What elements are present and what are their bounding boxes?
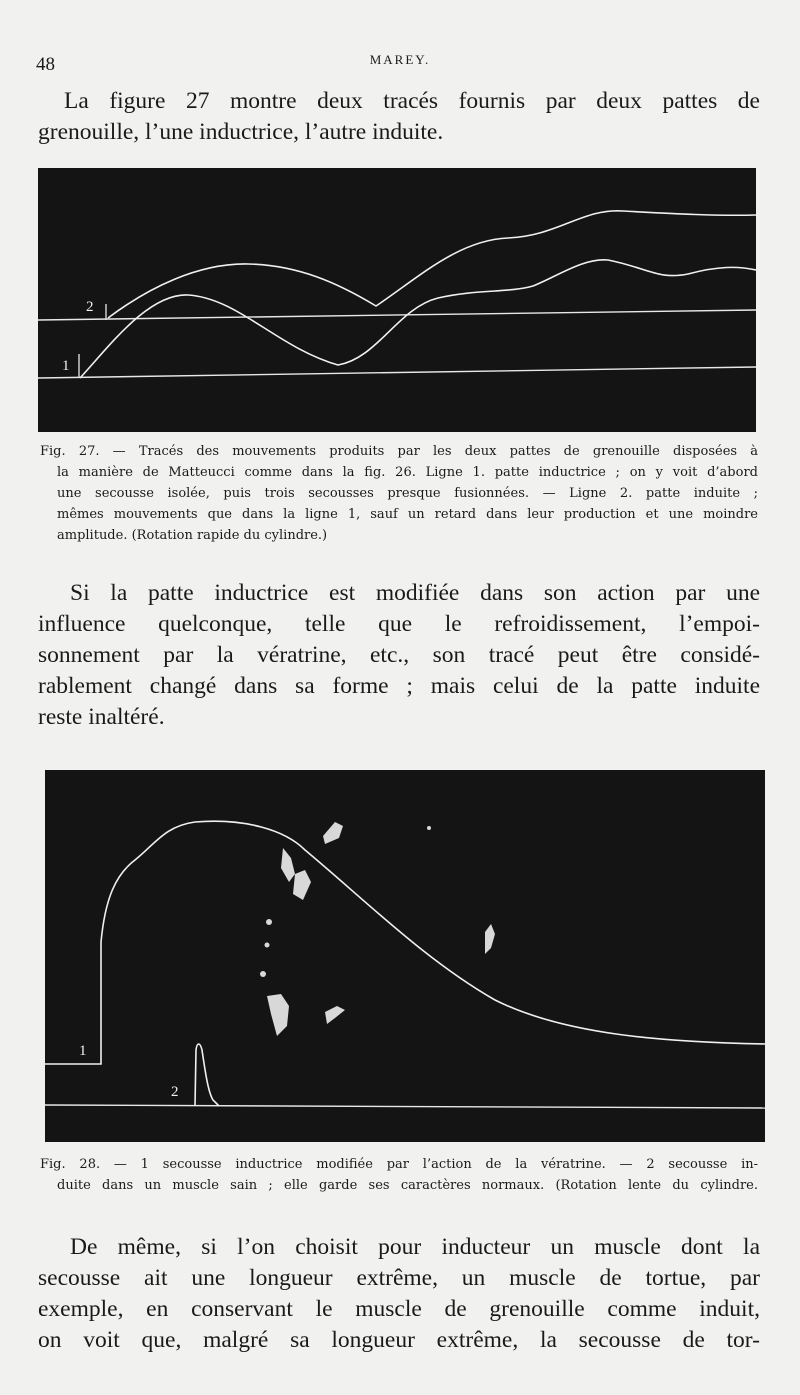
fig28-caption-line-2: duite dans un muscle sain ; elle garde ses caractères normaux. (Rotation lente du cylindre. [57, 1178, 758, 1193]
paragraph-1-line-2: grenouille, l’une inductrice, l’autre induite. [38, 119, 444, 145]
fig27-baseline-1 [38, 367, 756, 378]
fig27-caption-line-3: une secousse isolée, puis trois secousses presque fusionnées. — Ligne 2. patte induite ; [57, 486, 758, 501]
paragraph-3-line-3: exemple, en conservant le muscle de grenouille comme induit, [38, 1296, 760, 1322]
paragraph-2 [38, 578, 760, 733]
fig27-caption-line-5: amplitude. (Rotation rapide du cylindre.) [57, 528, 328, 543]
running-head: MAREY. [369, 52, 431, 67]
figure-27 [38, 168, 756, 432]
paragraph-2-line-5: reste inaltéré. [38, 704, 165, 730]
fig28-trace-2 [195, 1044, 219, 1106]
paragraph-3-line-2: secousse ait une longueur extrême, un muscle de tortue, par [38, 1265, 760, 1291]
paragraph-1 [38, 86, 760, 148]
fig28-trace-1 [45, 821, 765, 1064]
fig28-baseline-2 [45, 1105, 765, 1108]
paragraph-3 [38, 1232, 760, 1356]
page-number: 48 [36, 54, 55, 75]
figure-28 [45, 770, 765, 1142]
figure-28-caption [40, 1154, 758, 1196]
paragraph-2-line-3: sonnement par la vératrine, etc., son tracé peut être considé- [38, 642, 760, 668]
figure-27-caption [40, 441, 758, 546]
fig27-trace-1 [80, 260, 756, 378]
paragraph-2-line-4: rablement changé dans sa forme ; mais celui de la patte induite [38, 673, 760, 699]
fig27-caption-line-4: mêmes mouvements que dans la ligne 1, sauf un retard dans leur production et une moindre [57, 507, 758, 522]
fig28-label-1: 1 [79, 1043, 87, 1059]
fig28-specks [260, 822, 495, 1036]
fig27-label-1: 1 [62, 358, 70, 374]
fig28-caption-line-1: Fig. 28. — 1 secousse inductrice modifiée par l’action de la vératrine. — 2 secousse in- [40, 1157, 758, 1172]
fig27-caption-line-1: Fig. 27. — Tracés des mouvements produits par les deux pattes de grenouille disposées à [40, 444, 758, 459]
fig27-trace-2 [108, 211, 756, 318]
paragraph-3-line-1: De même, si l’on choisit pour inducteur un muscle dont la [70, 1234, 760, 1260]
figure-28-plot [45, 770, 765, 1142]
figure-27-plot [38, 168, 756, 432]
paragraph-3-line-4: on voit que, malgré sa longueur extrême, la secousse de tor- [38, 1327, 760, 1353]
fig28-label-2: 2 [171, 1084, 179, 1100]
fig27-caption-line-2: la manière de Matteucci comme dans la fig. 26. Ligne 1. patte inductrice ; on y voit d’abord [57, 465, 758, 480]
paragraph-2-line-2: influence quelconque, telle que le refroidissement, l’empoi- [38, 611, 760, 637]
fig27-label-2: 2 [86, 299, 94, 315]
paragraph-2-line-1: Si la patte inductrice est modifiée dans son action par une [70, 580, 760, 606]
paragraph-1-line-1: La figure 27 montre deux tracés fournis par deux pattes de [64, 88, 760, 114]
